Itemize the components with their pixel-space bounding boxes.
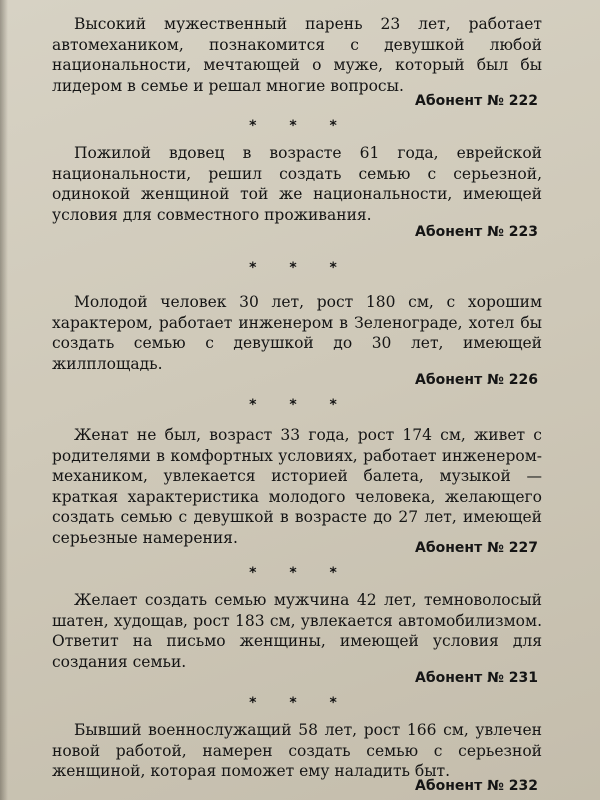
subscriber-label: Абонент № 223 <box>415 224 538 240</box>
separator: * * * <box>249 397 351 413</box>
separator: * * * <box>249 565 351 581</box>
subscriber-label: Абонент № 227 <box>415 540 538 556</box>
ad-text: Молодой человек 30 лет, рост 180 см, с хорошим характером, работает инженером в Зеленограде, хотел бы создать семью с девушкой до 30 лет, имеющей жилплощадь. <box>52 293 542 373</box>
subscriber-label: Абонент № 232 <box>415 778 538 794</box>
separator: * * * <box>249 695 351 711</box>
subscriber-label: Абонент № 231 <box>415 670 538 686</box>
ad-text: Желает создать семью мужчина 42 лет, темноволосый шатен, худощав, рост 183 см, увлекается автомобилизмом. Ответит на письмо женщины, имеющей условия для создания семьи. <box>52 591 542 671</box>
separator: * * * <box>249 260 351 276</box>
page-shadow <box>0 0 8 800</box>
ad-text: Женат не был, возраст 33 года, рост 174 см, живет с родителями в комфортных условиях, работает инженером-механиком, увлекается историей балета, музыкой — краткая характеристика молодого человека, желающего создать семью с девушкой в возрасте до 27 лет, имеющей серьезные намерения. <box>52 426 542 547</box>
ad-text: Бывший военнослужащий 58 лет, рост 166 см, увлечен новой работой, намерен создать семью с серьезной женщиной, которая поможет ему наладить быт. <box>52 721 542 780</box>
separator: * * * <box>249 118 351 134</box>
subscriber-label: Абонент № 226 <box>415 372 538 388</box>
ad-text: Пожилой вдовец в возрасте 61 года, еврейской национальности, решил создать семью с серьезной, одинокой женщиной той же национальности, имеющей условия для совместного проживания. <box>52 144 542 224</box>
ad-text: Высокий мужественный парень 23 лет, работает автомехаником, познакомится с девушкой любой национальности, мечтающей о муже, который был бы лидером в семье и решал многие вопросы. <box>52 15 542 95</box>
subscriber-label: Абонент № 222 <box>415 93 538 109</box>
